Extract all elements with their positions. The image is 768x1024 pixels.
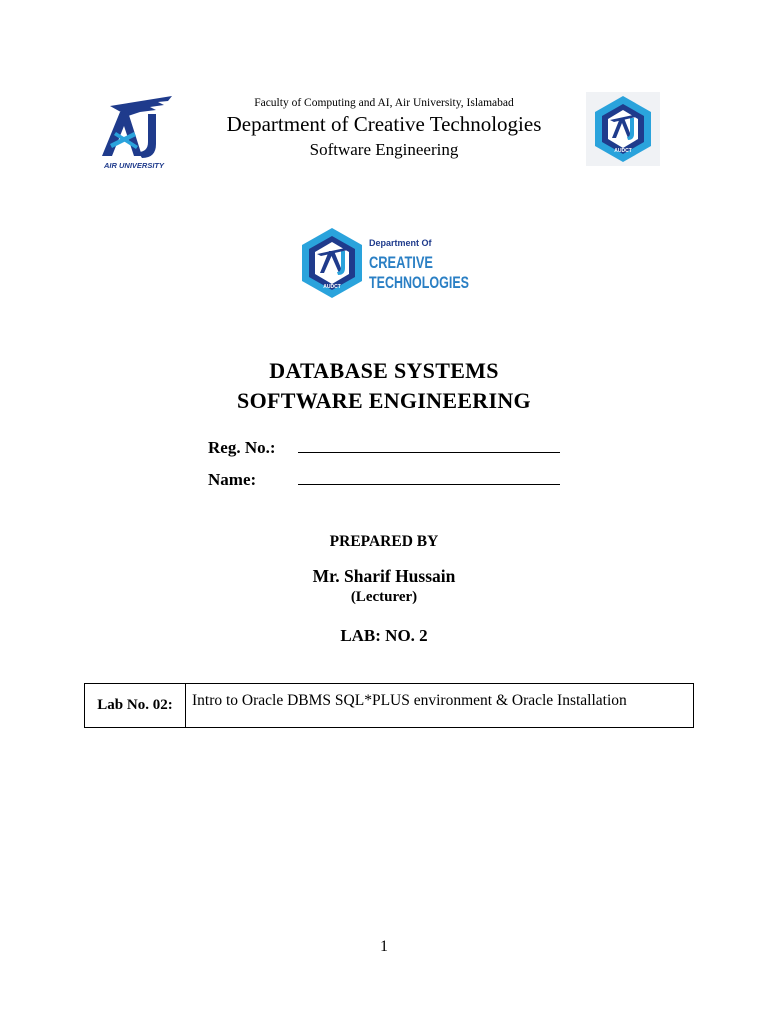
course-title-line2: SOFTWARE ENGINEERING — [237, 388, 531, 413]
creative-logo-badge-text: AUDCT — [323, 284, 341, 290]
faculty-name: Faculty of Computing and AI, Air University, Islamabad — [254, 97, 514, 109]
reg-number-blank-line[interactable] — [298, 438, 560, 453]
creative-logo-line1: Department Of — [369, 238, 432, 248]
name-row — [208, 470, 560, 490]
name-blank-line[interactable] — [298, 470, 560, 485]
department-name: Department of Creative Technologies — [226, 112, 542, 136]
audct-badge-text: AUDCT — [614, 148, 632, 154]
lab-table-title: Intro to Oracle DBMS SQL*PLUS environment & Oracle Installation — [186, 684, 694, 728]
page-number: 1 — [380, 938, 388, 955]
program-name: Software Engineering — [309, 140, 459, 159]
instructor-designation: (Lecturer) — [350, 589, 418, 605]
audct-badge-logo — [586, 92, 660, 166]
course-title — [0, 356, 768, 416]
lab-info-table — [84, 683, 694, 728]
table-row — [85, 684, 694, 728]
air-university-logo — [88, 92, 180, 172]
prepared-by-label: PREPARED BY — [329, 533, 439, 550]
lab-number-heading: LAB: NO. 2 — [340, 626, 428, 645]
lab-table-label: Lab No. 02: — [85, 684, 186, 728]
course-title-line1: DATABASE SYSTEMS — [269, 358, 499, 383]
reg-number-label: Reg. No.: — [208, 438, 276, 457]
reg-number-row — [208, 438, 560, 458]
creative-logo-line2: CREATIVE — [369, 253, 433, 272]
instructor-name: Mr. Sharif Hussain — [312, 566, 456, 586]
name-label: Name: — [208, 470, 257, 489]
creative-technologies-logo — [300, 226, 472, 304]
creative-logo-line3: TECHNOLOGIES — [369, 273, 469, 292]
air-university-logo-text: AIR UNIVERSITY — [103, 161, 165, 170]
